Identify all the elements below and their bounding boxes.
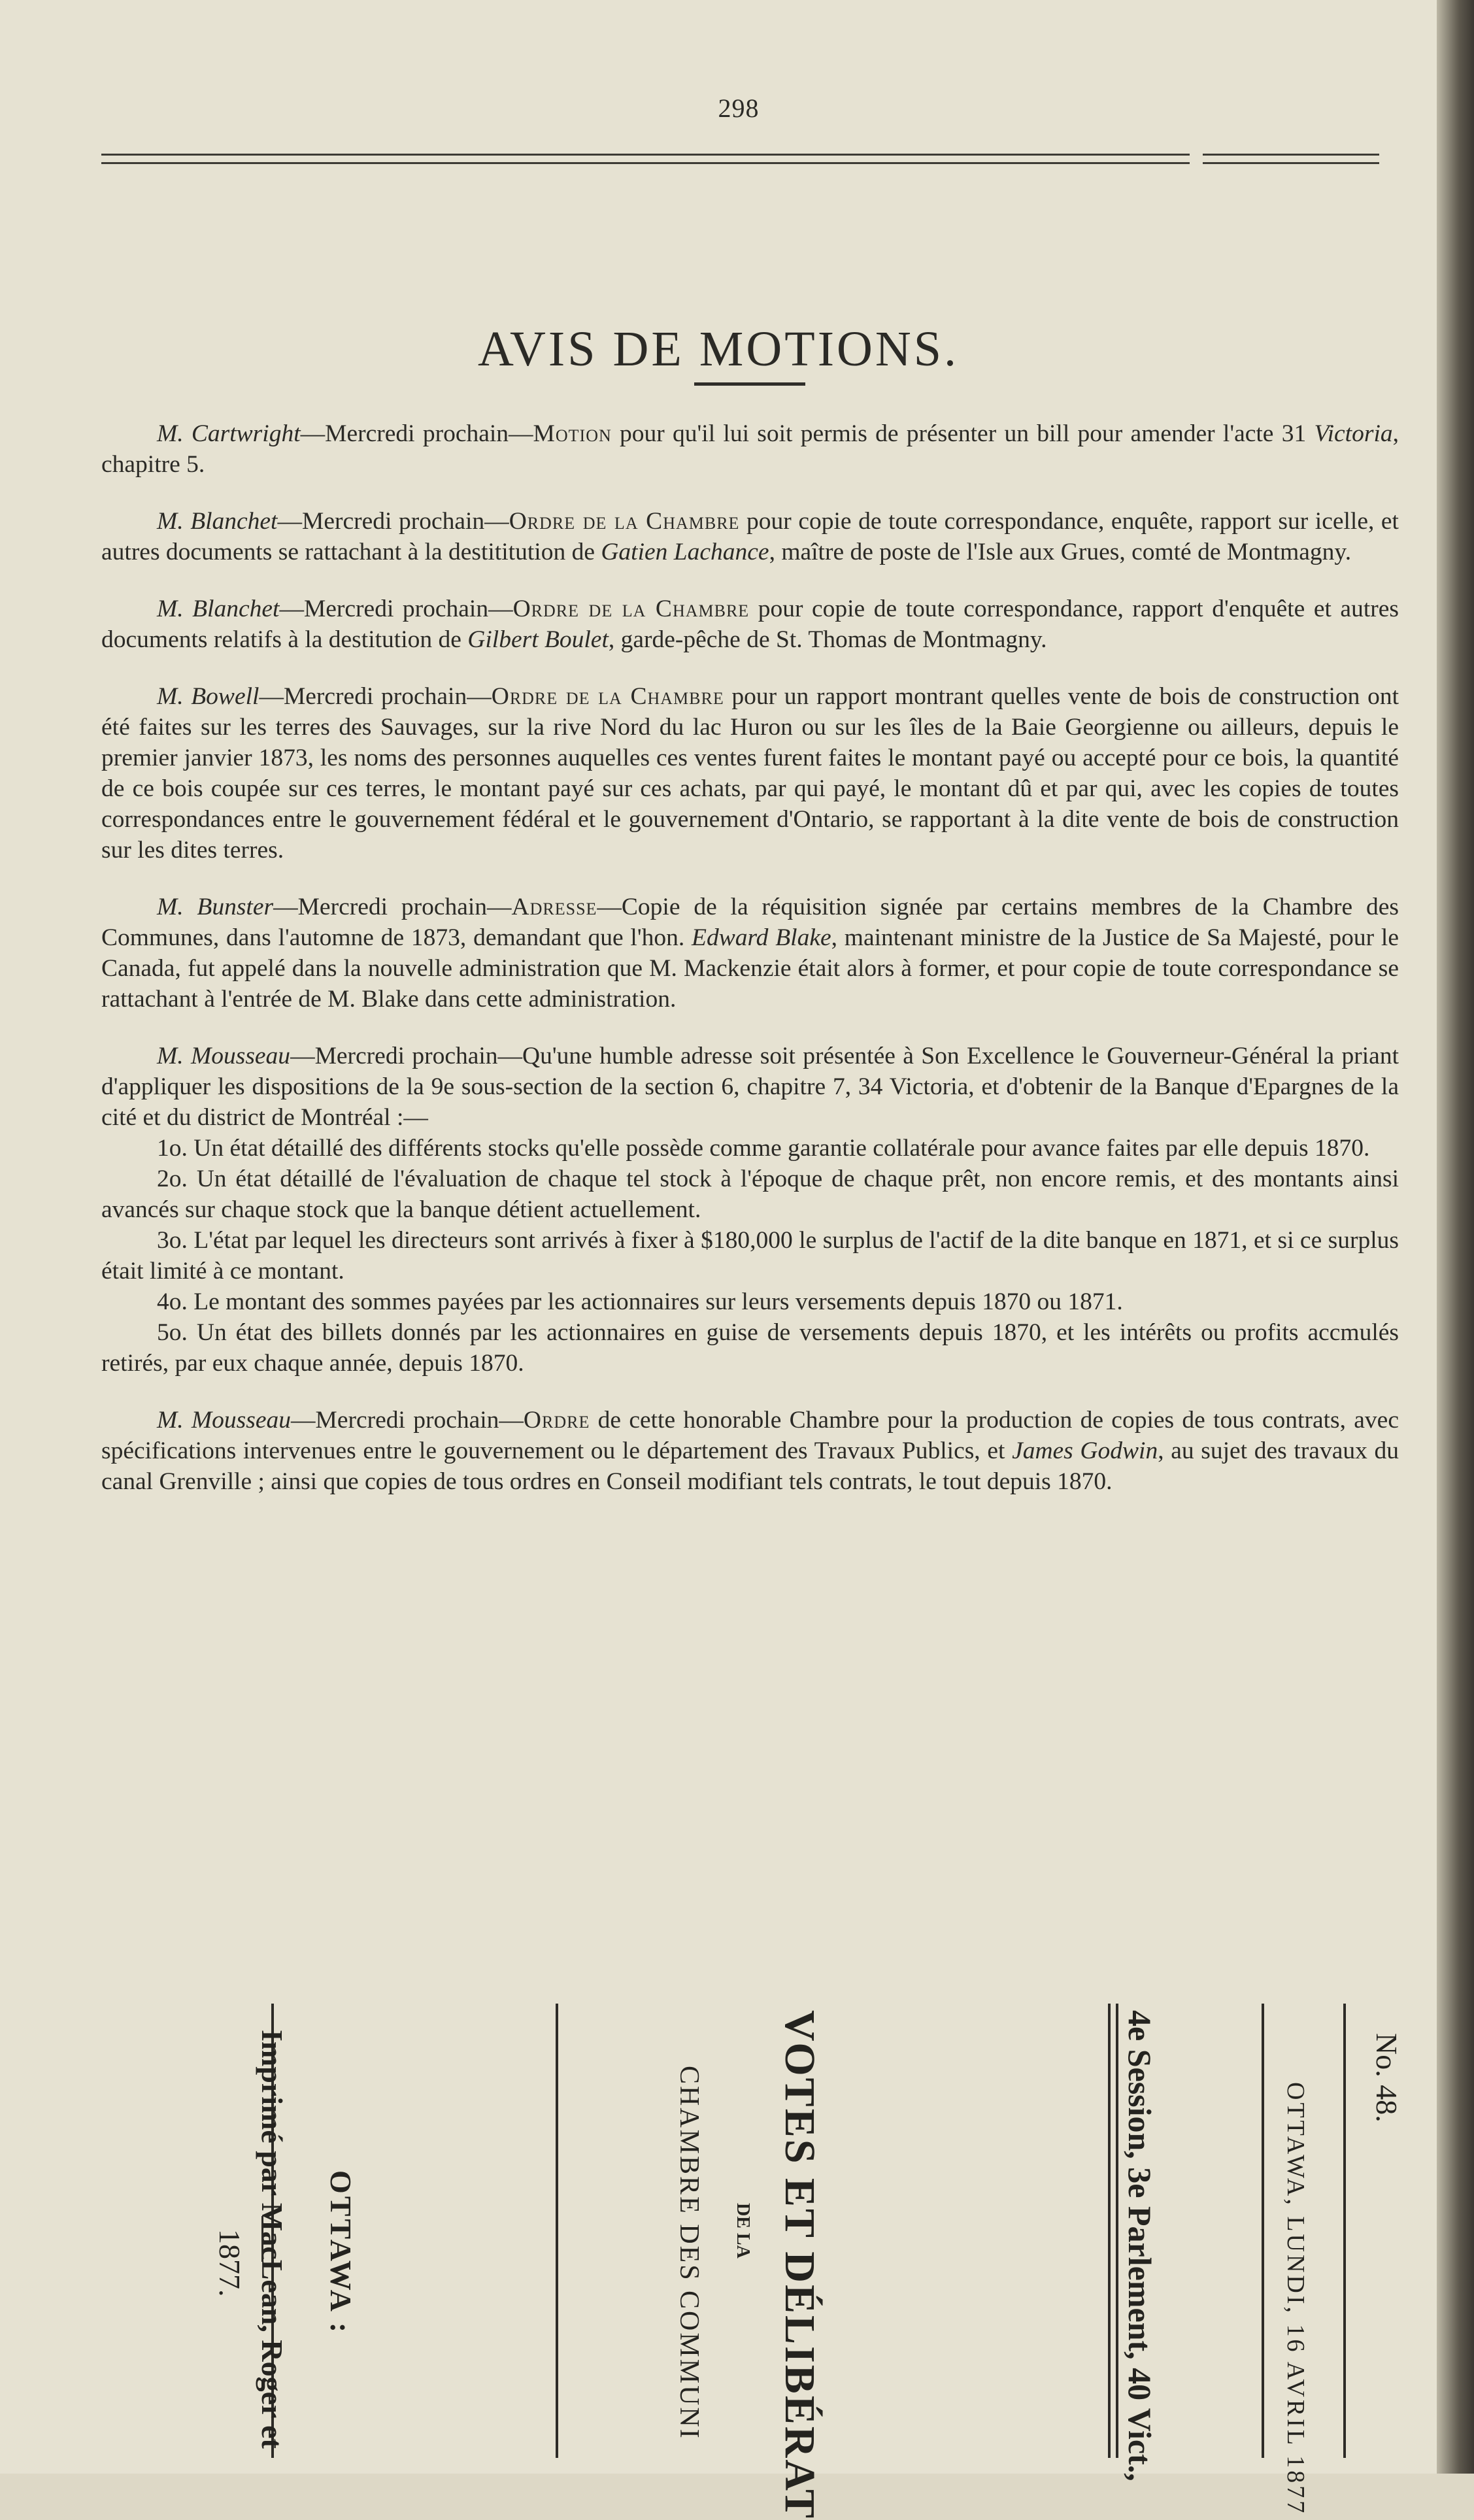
cover-issue-number: No. 48. <box>1370 2033 1403 2123</box>
cover-block <box>111 1991 1405 2520</box>
motion-italic: Gilbert Boulet <box>467 626 609 653</box>
motion-text-before: —Mercredi prochain— <box>290 1407 524 1434</box>
cover-rule <box>1343 2004 1346 2458</box>
motion-text-end: , chapitre 5. <box>101 420 1399 478</box>
motion-blanchet-2 <box>101 594 1399 655</box>
motion-text: —Mercredi prochain—Qu'une humble adresse soit présentée à Son Excellence le Gouverneur-Général la priant d'appliquer les dispositions de la 9e sous-section de la section 6, chapitre 7, 34 Victoria, et d'obtenir de la Banque d'Epargnes de la cité et du district de Montréal :— <box>101 1043 1399 1131</box>
cover-ottawa: OTTAWA : <box>324 2170 358 2336</box>
motion-text-before: —Mercredi prochain— <box>273 894 512 920</box>
page-title: AVIS DE MOTIONS. <box>477 321 960 377</box>
cover-rule <box>1262 2004 1264 2458</box>
motion-text-before: —Mercredi prochain— <box>277 508 509 535</box>
motion-mousseau-intro <box>101 1041 1399 1133</box>
title-rule <box>694 382 805 386</box>
motion-italic: James Godwin <box>1012 1437 1158 1464</box>
motion-text-end: , maintenant ministre de la Justice de Sa Majesté, pour le Canada, fut appelé dans la nouvelle administration que M. Mackenzie était alors à former, et pour copie de toute correspondance se rattachant à l'entrée de M. Blake dans cette administration. <box>101 924 1399 1013</box>
page-number: 298 <box>718 93 760 123</box>
cover-title: VOTES ET DÉLIBÉRAT <box>776 2010 824 2520</box>
motion-bowell <box>101 681 1399 865</box>
motion-type: Ordre de la Chambre <box>491 683 724 710</box>
motion-member: M. Blanchet <box>157 508 278 535</box>
motion-type: Adresse <box>511 894 597 920</box>
motion-type: Ordre de la Chambre <box>512 596 750 622</box>
cover-rule <box>556 2004 558 2458</box>
motion-text-end: , maître de poste de l'Isle aux Grues, comté de Montmagny. <box>769 539 1352 565</box>
motion-member: M. Blanchet <box>157 596 280 622</box>
motion-text-before: —Mercredi prochain— <box>259 683 492 710</box>
motion-text-end: , au sujet des travaux du canal Grenville ; ainsi que copies de tous ordres en Conseil modifiant tels contrats, le tout depuis 1870. <box>101 1437 1399 1495</box>
header-double-rule <box>101 154 1190 164</box>
motion-cartwright <box>101 418 1399 480</box>
motion-item: 4o. Le montant des sommes payées par les actionnaires sur leurs versements depuis 1870 ou 1871. <box>157 1288 1123 1315</box>
motion-item: 3o. L'état par lequel les directeurs sont arrivés à fixer à $180,000 le surplus de l'actif de la dite banque en 1871, et si ce surplus était limité à ce montant. <box>101 1227 1399 1285</box>
motion-italic: Gatien Lachance <box>601 539 769 565</box>
motion-text: de cette honorable Chambre pour la production de copies de tous contrats, avec spécifications intervenues entre le gouvernement ou le département des Travaux Publics, et <box>101 1407 1399 1464</box>
motion-text: pour un rapport montrant quelles vente de bois de construction ont été faites sur les terres des Sauvages, sur la rive Nord du lac Huron ou sur les îles de la Baie Georgienne ou ailleurs, depuis le premier janvier 1873, les noms des personnes auquelles ces ventes furent faites le montant payé ou accepté pour ce bois, la quantité de ce bois coupée sur ces terres, le montant payé sur ces achats, par qui payé, le montant dû et par qui, avec les copies de toutes correspondances entre le gouvernement fédéral et le gouvernement d'Ontario, se rapportant à la dite vente de bois de construction sur les dites terres. <box>101 683 1399 864</box>
motion-member: M. Mousseau <box>157 1043 291 1069</box>
motion-type: Ordre de la Chambre <box>509 508 740 535</box>
cover-session: 4e Session, 3e Parlement, 40 Vict., <box>1122 2010 1158 2481</box>
motion-blanchet-1 <box>101 506 1399 567</box>
motion-text-end: , garde-pêche de St. Thomas de Montmagny. <box>608 626 1047 653</box>
motion-member: M. Bowell <box>157 683 260 710</box>
motion-member: M. Mousseau <box>157 1407 291 1434</box>
motion-text: pour copie de toute correspondance, enquête, rapport sur icelle, et autres documents se rattachant à la destititution de <box>101 508 1399 565</box>
motion-bunster <box>101 892 1399 1015</box>
motion-italic: Edward Blake <box>692 924 831 951</box>
motion-type: Motion <box>533 420 612 447</box>
motion-mousseau-2 <box>101 1405 1399 1497</box>
motion-text: —Copie de la réquisition signée par certains membres de la Chambre des Communes, dans l'automne de 1873, demandant que l'hon. <box>101 894 1399 951</box>
cover-rule <box>1108 2004 1111 2458</box>
header-double-rule-right <box>1203 154 1379 164</box>
motions-list <box>101 418 1399 1523</box>
motion-member: M. Bunster <box>157 894 274 920</box>
page-edge <box>1437 0 1474 2474</box>
motion-item: 2o. Un état détaillé de l'évaluation de chaque tel stock à l'époque de chaque prêt, non encore remis, et des montants ainsi avancés sur chaque stock que la banque détient actuellement. <box>101 1166 1399 1223</box>
cover-printer: Imprimé par MacLean, Roger et <box>256 2030 289 2449</box>
motion-italic: Victoria <box>1314 420 1393 447</box>
motion-member: M. Cartwright <box>157 420 301 447</box>
motion-text: pour copie de toute correspondance, rapport d'enquête et autres documents relatifs à la destitution de <box>101 596 1399 653</box>
cover-chambre: CHAMBRE DES COMMUNI <box>674 2066 704 2440</box>
motion-mousseau-1 <box>101 1041 1399 1379</box>
cover-year: 1877. <box>213 2229 246 2297</box>
cover-date: OTTAWA, LUNDI, 16 AVRIL 1877 <box>1282 2082 1309 2516</box>
motion-type: Ordre <box>523 1407 590 1434</box>
motion-text: pour qu'il lui soit permis de présenter un bill pour amender l'acte 31 <box>611 420 1315 447</box>
cover-de-la: DE LA <box>733 2203 753 2259</box>
motion-text-before: —Mercredi prochain— <box>279 596 513 622</box>
motion-item: 1o. Un état détaillé des différents stocks qu'elle possède comme garantie collatérale pour avance faites par elle depuis 1870. <box>157 1135 1370 1162</box>
cover-rule <box>1116 2004 1118 2458</box>
motion-item: 5o. Un état des billets donnés par les actionnaires en guise de versements depuis 1870, et les intérêts ou profits accmulés retirés, par eux chaque année, depuis 1870. <box>101 1319 1399 1377</box>
cover-year-rule <box>261 2216 263 2262</box>
motion-text-before: —Mercredi prochain— <box>300 420 533 447</box>
